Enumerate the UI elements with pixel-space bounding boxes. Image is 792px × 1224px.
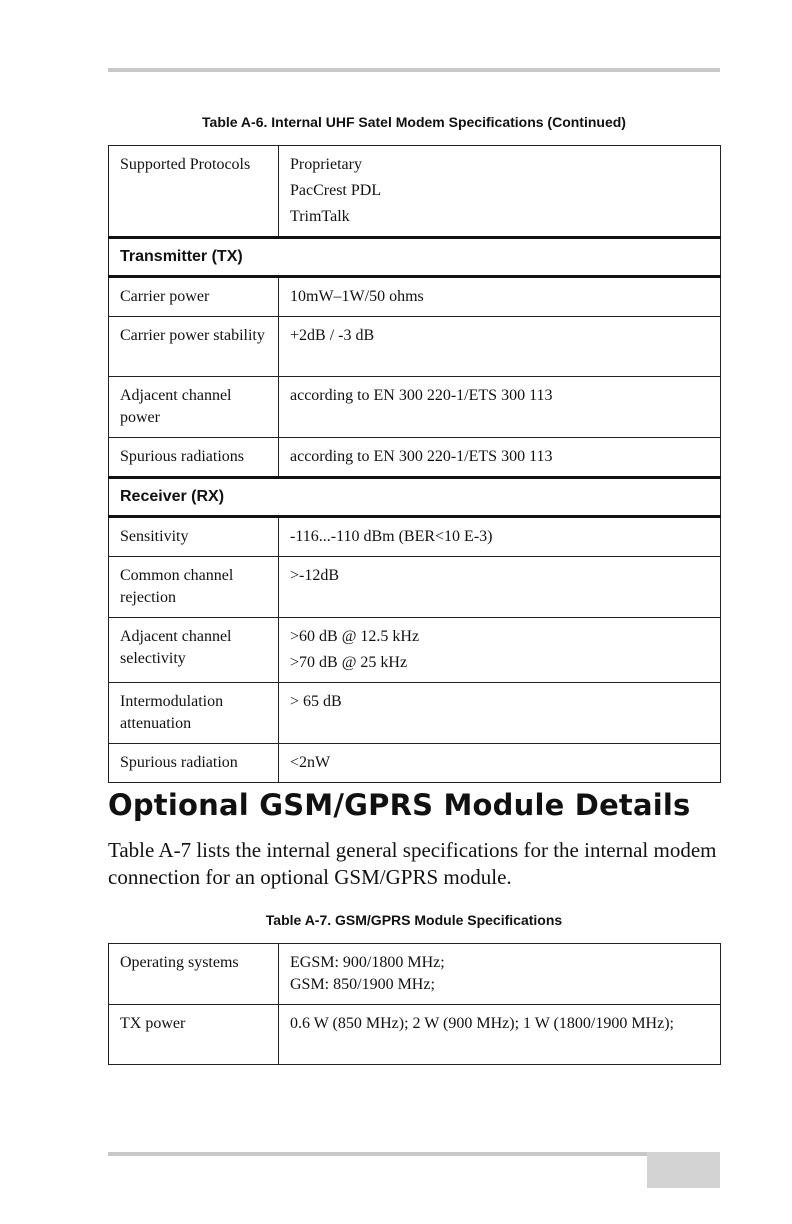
spec-value bbox=[279, 944, 721, 1005]
table-row bbox=[109, 1005, 721, 1065]
table-row bbox=[109, 744, 721, 783]
table-row bbox=[109, 557, 721, 618]
header-rule bbox=[108, 68, 720, 72]
table-a7-caption: Table A-7. GSM/GPRS Module Specifications bbox=[265, 912, 563, 928]
protocol-item: PacCrest PDL bbox=[290, 182, 382, 199]
spec-label: Adjacent channel selectivity bbox=[109, 618, 279, 683]
body-paragraph: Table A-7 lists the internal general specifications for the internal modem connection for an optional GSM/GPRS module. bbox=[108, 838, 717, 889]
spec-label: Spurious radiations bbox=[109, 438, 279, 478]
spec-value: 10mW–1W/50 ohms bbox=[279, 277, 721, 317]
band-item: GSM: 850/1900 MHz; bbox=[290, 976, 435, 993]
satel-modem-spec-table bbox=[108, 145, 721, 783]
table-row bbox=[109, 517, 721, 557]
spec-value: > 65 dB bbox=[279, 683, 721, 744]
table-row bbox=[109, 438, 721, 478]
spec-label: Spurious radiation bbox=[109, 744, 279, 783]
protocol-item: Proprietary bbox=[290, 156, 362, 173]
spec-label: Supported Protocols bbox=[109, 146, 279, 238]
section-row-transmitter bbox=[109, 238, 721, 277]
spec-value bbox=[279, 146, 721, 238]
table-a6-caption: Table A-6. Internal UHF Satel Modem Specifications (Continued) bbox=[202, 114, 626, 130]
spec-label: Adjacent channel power bbox=[109, 377, 279, 438]
spec-label: TX power bbox=[109, 1005, 279, 1065]
table-row bbox=[109, 944, 721, 1005]
selectivity-item: >70 dB @ 25 kHz bbox=[290, 654, 408, 671]
table-row bbox=[109, 683, 721, 744]
section-title-transmitter: Transmitter (TX) bbox=[109, 238, 721, 277]
table-row bbox=[109, 277, 721, 317]
gsm-module-spec-table bbox=[108, 943, 721, 1065]
table-row bbox=[109, 618, 721, 683]
spec-label: Carrier power bbox=[109, 277, 279, 317]
band-item: EGSM: 900/1800 MHz; bbox=[290, 954, 445, 971]
spec-value: >-12dB bbox=[279, 557, 721, 618]
spec-value: 0.6 W (850 MHz); 2 W (900 MHz); 1 W (1800/1900 MHz); bbox=[279, 1005, 721, 1065]
spec-value: +2dB / -3 dB bbox=[279, 317, 721, 377]
footer-rule bbox=[108, 1152, 720, 1156]
table-row bbox=[109, 146, 721, 238]
section-row-receiver bbox=[109, 478, 721, 517]
spec-label: Sensitivity bbox=[109, 517, 279, 557]
table-row bbox=[109, 377, 721, 438]
spec-value bbox=[279, 618, 721, 683]
spec-value: -116...-110 dBm (BER<10 E-3) bbox=[279, 517, 721, 557]
spec-value: according to EN 300 220-1/ETS 300 113 bbox=[279, 377, 721, 438]
spec-value: <2nW bbox=[279, 744, 721, 783]
page-number-tab bbox=[647, 1152, 720, 1188]
spec-label: Operating systems bbox=[109, 944, 279, 1005]
protocol-item: TrimTalk bbox=[290, 208, 350, 225]
section-title-receiver: Receiver (RX) bbox=[109, 478, 721, 517]
spec-label: Intermodulation attenuation bbox=[109, 683, 279, 744]
spec-value: according to EN 300 220-1/ETS 300 113 bbox=[279, 438, 721, 478]
spec-label: Common channel rejection bbox=[109, 557, 279, 618]
selectivity-item: >60 dB @ 12.5 kHz bbox=[290, 628, 420, 645]
table-row bbox=[109, 317, 721, 377]
spec-label: Carrier power stability bbox=[109, 317, 279, 377]
section-heading: Optional GSM/GPRS Module Details bbox=[108, 788, 691, 822]
